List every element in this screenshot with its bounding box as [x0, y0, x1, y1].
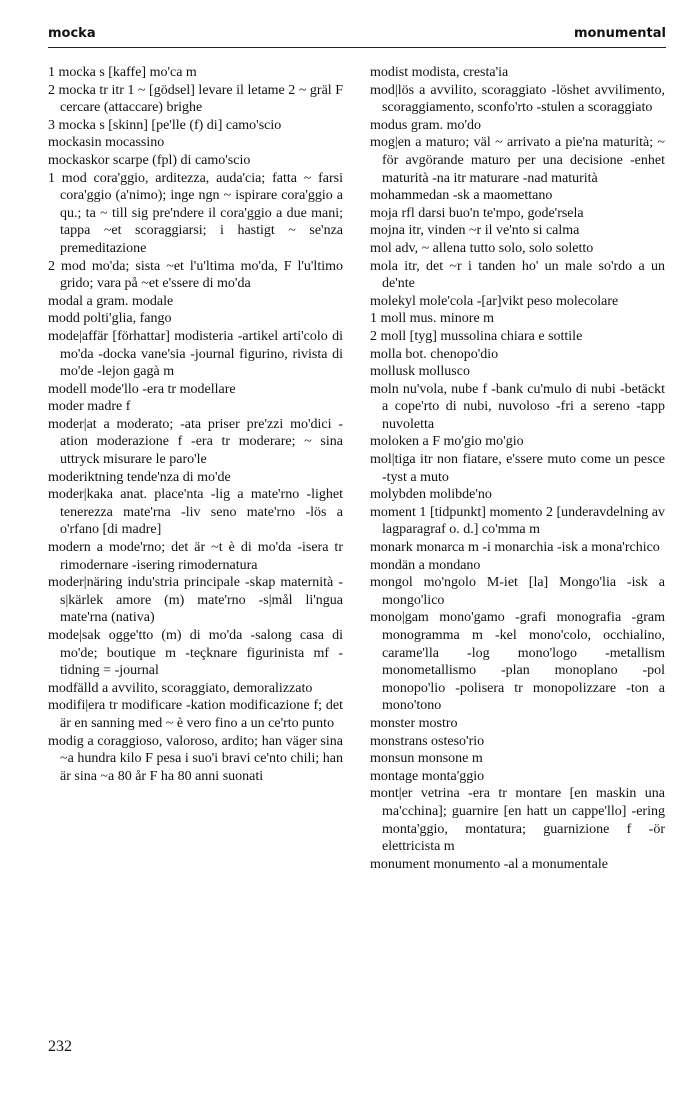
- dictionary-entry: molybden molibde'no: [370, 487, 492, 503]
- dictionary-entry: mog|en a maturo; väl ~ arrivato a pie'na maturità; ~ för avgörande maturo per una decisione -enhet maturità -na itr maturare -nad maturità: [370, 135, 665, 186]
- dictionary-entry: modal a gram. modale: [48, 293, 174, 309]
- dictionary-entry: modifi|era tr modificare -kation modificazione f; det är en sanning med ~ è vero fino a un ce'rto punto: [48, 698, 343, 731]
- dictionary-entry: modern a mode'rno; det är ~t è di mo'da -isera tr rimodernare -isering rimodernatura: [48, 540, 343, 573]
- dictionary-entry: mono|gam mono'gamo -grafi monografia -gram monogramma m -kel mono'colo, occhialino, carame'lla -log mono'logo -metallism monometallismo -plan monoplano -pol monopo'lio -polisera tr monopolizzare -ton a mono'tono: [370, 610, 665, 714]
- header-left-guide-word: mocka: [48, 26, 96, 41]
- left-column: [48, 64, 343, 785]
- dictionary-entry: mondän a mondano: [370, 557, 481, 573]
- dictionary-entry: mode|sak ogge'tto (m) di mo'da -salong casa di mo'de; boutique m -teçknare figurinista mf -tidning = -journal: [48, 628, 343, 679]
- dictionary-entry: monark monarca m -i monarchia -isk a mona'rchico: [370, 540, 660, 556]
- header-right-guide-word: monumental: [573, 26, 666, 41]
- dictionary-entry: moln nu'vola, nube f -bank cu'mulo di nubi -betäckt a cope'rto di nubi, nuvoloso -fri a sereno -tapp nuvoletta: [370, 381, 665, 432]
- dictionary-entry: modus gram. mo'do: [370, 117, 482, 133]
- dictionary-entry: 1 moll mus. minore m: [370, 311, 495, 327]
- dictionary-entry: molekyl mole'cola -[ar]vikt peso molecolare: [370, 293, 619, 309]
- dictionary-entry: montage monta'ggio: [370, 768, 485, 784]
- dictionary-entry: modig a coraggioso, valoroso, ardito; han väger sina ~a hundra kilo F pesa i suo'i bravi ce'nto chili; han är sina ~a 80 år F ha 80 anni suonati: [48, 733, 343, 784]
- dictionary-entry: monument monumento -al a monumentale: [370, 856, 608, 872]
- dictionary-entry: mol|tiga itr non fiatare, e'ssere muto come un pesce -tyst a muto: [370, 452, 665, 485]
- dictionary-entry: modd polti'glia, fango: [48, 311, 172, 327]
- dictionary-entry: mockaskor scarpe (fpl) di camo'scio: [48, 152, 251, 168]
- dictionary-entry: mont|er vetrina -era tr montare [en maskin una ma'cchina]; guarnire [en hatt un cappe'llo] -ering monta'ggio, montatura; guarnizione f -ör elettricista m: [370, 786, 665, 855]
- dictionary-entry: 1 mod cora'ggio, arditezza, auda'cia; fatta ~ farsi cora'ggio (a'nimo); inge ngn ~ ispirare cora'ggio a qu.; ta ~ till sig pre'ndere il cora'ggio a due mani; tappa ~et scoraggiarsi; i hastigt ~ se'nza premeditazione: [48, 170, 343, 256]
- running-header: [48, 26, 666, 44]
- dictionary-entry: moderiktning tende'nza di mo'de: [48, 469, 231, 485]
- dictionary-entry: moder madre f: [48, 399, 131, 415]
- dictionary-entry: modell mode'llo -era tr modellare: [48, 381, 236, 397]
- dictionary-entry: mode|affär [förhattar] modisteria -artikel arti'colo di mo'da -docka vane'sia -journal figurino, rivista di mo'de -lejon gagà m: [48, 328, 343, 380]
- dictionary-entry: mohammedan -sk a maomettano: [370, 188, 553, 204]
- dictionary-entry: moloken a F mo'gio mo'gio: [370, 434, 524, 450]
- dictionary-entry: mollusk mollusco: [370, 364, 470, 380]
- dictionary-entry: moder|näring indu'stria principale -skap maternità -s|kärlek amore (m) mate'rno -s|mål li'ngua mate'rna (nativa): [48, 575, 343, 626]
- header-rule: [48, 47, 666, 48]
- dictionary-entry: 1 mocka s [kaffe] mo'ca m: [48, 65, 197, 80]
- dictionary-entry: 2 moll [tyg] mussolina chiara e sottile: [370, 328, 583, 344]
- dictionary-entry: mol adv, ~ allena tutto solo, solo soletto: [370, 240, 594, 256]
- dictionary-entry: monster mostro: [370, 715, 458, 731]
- dictionary-entry: moder|kaka anat. place'nta -lig a mate'rno -lighet tenerezza mate'rna -liv seno mate'rno -lös a o'rfano [di madre]: [48, 487, 343, 538]
- dictionary-entry: monstrans osteso'rio: [370, 733, 485, 749]
- dictionary-entry: modfälld a avvilito, scoraggiato, demoralizzato: [48, 680, 313, 696]
- dictionary-entry: moder|at a moderato; -ata priser pre'zzi mo'dici -ation moderazione f -era tr moderare; ~ sina uttryck misurare le paro'le: [48, 416, 343, 468]
- right-column: [370, 64, 665, 873]
- dictionary-entry: monsun monsone m: [370, 751, 483, 767]
- dictionary-entry: moment 1 [tidpunkt] momento 2 [underavdelning av lagparagraf o. d.] co'mma m: [370, 504, 665, 538]
- dictionary-entry: mola itr, det ~r i tanden ho' un male so'rdo a un de'nte: [370, 258, 665, 292]
- dictionary-entry: molla bot. chenopo'dio: [370, 346, 499, 362]
- dictionary-entry: modist modista, cresta'ia: [370, 65, 509, 80]
- dictionary-entry: 2 mocka tr itr 1 ~ [gödsel] levare il letame 2 ~ gräl F cercare (attaccare) brighe: [48, 82, 343, 116]
- dictionary-entry: mod|lös a avvilito, scoraggiato -löshet avvilimento, scoraggiamento, sconfo'rto -stulen a scoraggiato: [370, 82, 665, 116]
- dictionary-entry: mockasin mocassino: [48, 135, 165, 151]
- dictionary-entry: 3 mocka s [skinn] [pe'lle (f) di] camo'scio: [48, 117, 282, 133]
- page-number: 232: [48, 1038, 72, 1055]
- dictionary-entry: mojna itr, vinden ~r il ve'nto si calma: [370, 223, 580, 239]
- dictionary-entry: 2 mod mo'da; sista ~et l'u'ltima mo'da, F l'u'ltimo grido; vara på ~et e'ssere di mo'da: [48, 258, 343, 292]
- dictionary-entry: moja rfl darsi buo'n te'mpo, gode'rsela: [370, 205, 584, 221]
- dictionary-entry: mongol mo'ngolo M-iet [la] Mongo'lia -isk a mongo'lico: [370, 575, 665, 608]
